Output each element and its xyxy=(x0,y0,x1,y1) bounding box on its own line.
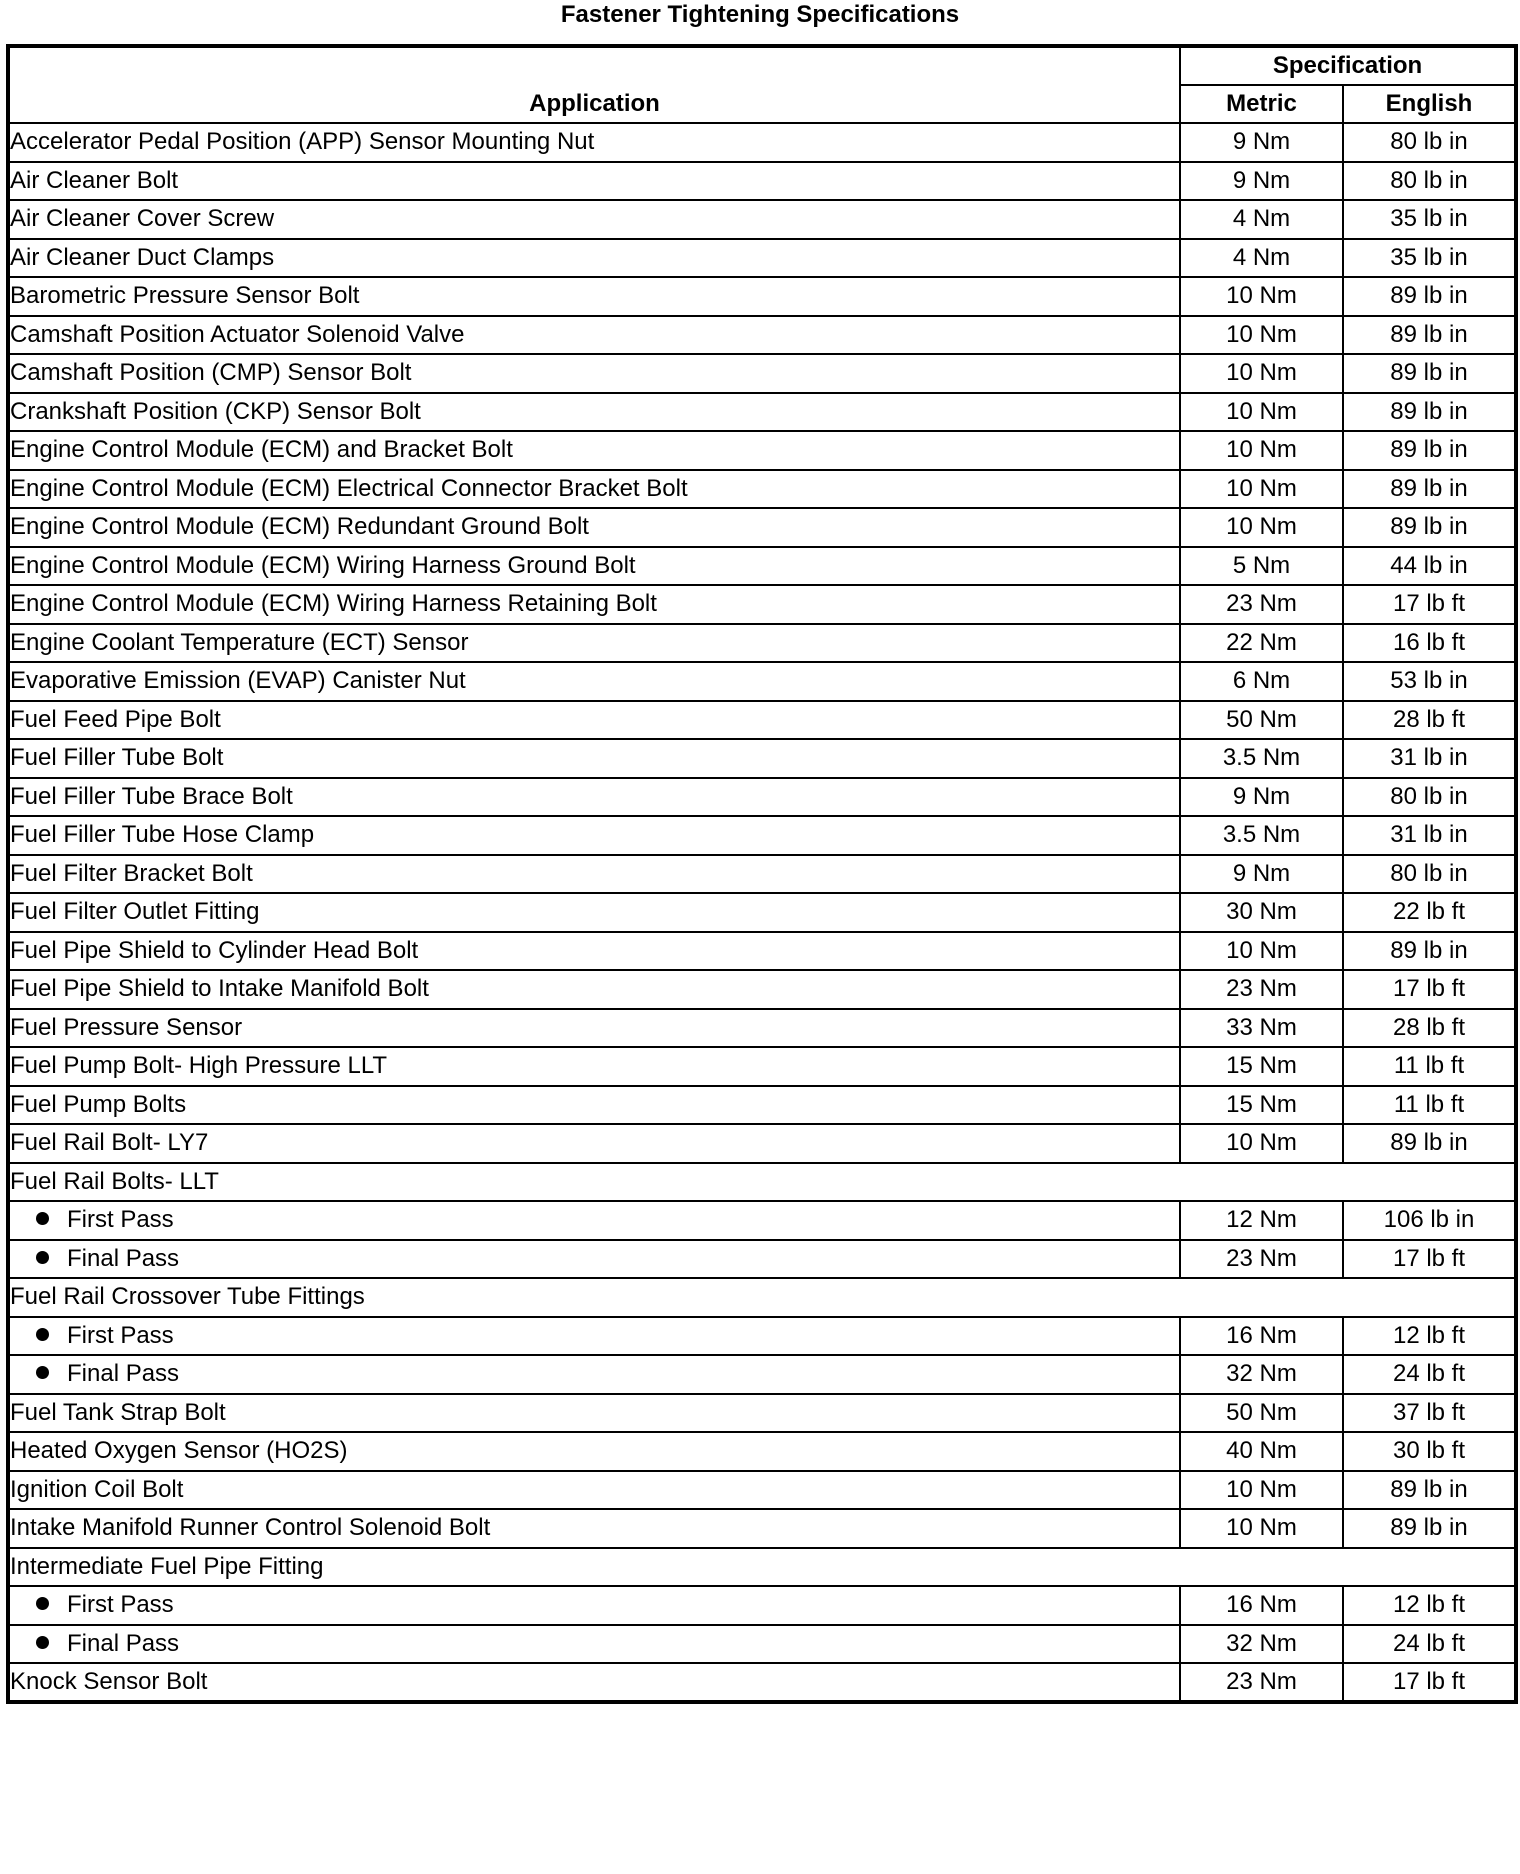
english-cell: 89 lb in xyxy=(1343,354,1516,393)
english-cell: 17 lb ft xyxy=(1343,1663,1516,1702)
english-cell: 106 lb in xyxy=(1343,1201,1516,1240)
table-row xyxy=(8,1124,1516,1163)
table-row xyxy=(8,778,1516,817)
metric-cell: 9 Nm xyxy=(1180,162,1343,201)
application-label: Fuel Pipe Shield to Cylinder Head Bolt xyxy=(10,936,419,964)
english-cell: 89 lb in xyxy=(1343,277,1516,316)
application-label: Crankshaft Position (CKP) Sensor Bolt xyxy=(10,397,421,425)
metric-cell: 32 Nm xyxy=(1180,1625,1343,1664)
metric-cell: 23 Nm xyxy=(1180,970,1343,1009)
application-label: Air Cleaner Bolt xyxy=(10,166,179,194)
application-label: Final Pass xyxy=(67,1244,180,1272)
spec-table xyxy=(6,44,1518,1704)
metric-cell: 15 Nm xyxy=(1180,1047,1343,1086)
metric-cell: 33 Nm xyxy=(1180,1009,1343,1048)
application-cell xyxy=(8,1086,1180,1125)
application-label: First Pass xyxy=(67,1206,174,1234)
application-cell xyxy=(8,970,1180,1009)
application-cell xyxy=(8,1317,1180,1356)
metric-cell: 15 Nm xyxy=(1180,1086,1343,1125)
table-row xyxy=(8,1317,1516,1356)
application-label: Fuel Pump Bolt- High Pressure LLT xyxy=(10,1052,388,1080)
application-cell xyxy=(8,393,1180,432)
bullet-icon xyxy=(36,1366,49,1379)
metric-header: Metric xyxy=(1180,85,1343,124)
metric-cell: 3.5 Nm xyxy=(1180,739,1343,778)
application-label: Engine Control Module (ECM) Wiring Harness Retaining Bolt xyxy=(10,590,657,618)
table-row xyxy=(8,624,1516,663)
application-cell xyxy=(8,1355,1180,1394)
english-cell: 80 lb in xyxy=(1343,162,1516,201)
application-cell xyxy=(8,470,1180,509)
metric-cell: 23 Nm xyxy=(1180,585,1343,624)
application-cell xyxy=(8,739,1180,778)
metric-cell: 23 Nm xyxy=(1180,1240,1343,1279)
application-cell xyxy=(8,162,1180,201)
application-cell xyxy=(8,1432,1180,1471)
metric-cell: 40 Nm xyxy=(1180,1432,1343,1471)
metric-cell: 9 Nm xyxy=(1180,123,1343,162)
application-cell xyxy=(8,1009,1180,1048)
table-row xyxy=(8,470,1516,509)
english-cell: 89 lb in xyxy=(1343,932,1516,971)
application-label: Fuel Tank Strap Bolt xyxy=(10,1398,226,1426)
table-row xyxy=(8,431,1516,470)
specification-header: Specification xyxy=(1180,46,1516,85)
application-cell xyxy=(8,1471,1180,1510)
table-row xyxy=(8,1009,1516,1048)
application-cell xyxy=(8,508,1180,547)
table-row xyxy=(8,162,1516,201)
application-cell xyxy=(8,585,1180,624)
english-cell: 89 lb in xyxy=(1343,393,1516,432)
table-row xyxy=(8,1586,1516,1625)
metric-cell: 50 Nm xyxy=(1180,701,1343,740)
english-cell: 80 lb in xyxy=(1343,778,1516,817)
english-cell: 35 lb in xyxy=(1343,239,1516,278)
metric-cell: 9 Nm xyxy=(1180,778,1343,817)
table-row xyxy=(8,1471,1516,1510)
english-cell: 89 lb in xyxy=(1343,431,1516,470)
table-row xyxy=(8,585,1516,624)
application-cell xyxy=(8,123,1180,162)
application-label: Engine Coolant Temperature (ECT) Sensor xyxy=(10,628,469,656)
metric-cell: 50 Nm xyxy=(1180,1394,1343,1433)
application-cell xyxy=(8,277,1180,316)
application-label: Accelerator Pedal Position (APP) Sensor Mounting Nut xyxy=(10,128,595,156)
application-label: Ignition Coil Bolt xyxy=(10,1475,184,1503)
english-cell: 16 lb ft xyxy=(1343,624,1516,663)
application-cell xyxy=(8,1124,1180,1163)
application-cell xyxy=(8,816,1180,855)
metric-cell: 10 Nm xyxy=(1180,277,1343,316)
metric-cell: 10 Nm xyxy=(1180,1509,1343,1548)
table-row xyxy=(8,662,1516,701)
application-label: Intake Manifold Runner Control Solenoid Bolt xyxy=(10,1514,491,1542)
application-label: Engine Control Module (ECM) Redundant Ground Bolt xyxy=(10,513,589,541)
english-cell: 89 lb in xyxy=(1343,316,1516,355)
application-cell xyxy=(8,662,1180,701)
english-cell: 44 lb in xyxy=(1343,547,1516,586)
table-row xyxy=(8,816,1516,855)
metric-cell: 9 Nm xyxy=(1180,855,1343,894)
table-row xyxy=(8,932,1516,971)
application-cell xyxy=(8,1278,1516,1317)
application-label: First Pass xyxy=(67,1321,174,1349)
table-row xyxy=(8,508,1516,547)
application-cell xyxy=(8,547,1180,586)
english-cell: 17 lb ft xyxy=(1343,585,1516,624)
table-row xyxy=(8,739,1516,778)
metric-cell: 10 Nm xyxy=(1180,1471,1343,1510)
application-label: Final Pass xyxy=(67,1629,180,1657)
metric-cell: 12 Nm xyxy=(1180,1201,1343,1240)
application-cell xyxy=(8,1047,1180,1086)
english-cell: 53 lb in xyxy=(1343,662,1516,701)
english-cell: 11 lb ft xyxy=(1343,1086,1516,1125)
english-cell: 31 lb in xyxy=(1343,739,1516,778)
english-cell: 89 lb in xyxy=(1343,508,1516,547)
application-cell xyxy=(8,1586,1180,1625)
application-label: Fuel Filler Tube Brace Bolt xyxy=(10,782,293,810)
metric-cell: 4 Nm xyxy=(1180,239,1343,278)
table-row xyxy=(8,970,1516,1009)
application-cell xyxy=(8,1509,1180,1548)
table-row xyxy=(8,316,1516,355)
application-cell xyxy=(8,1240,1180,1279)
english-cell: 17 lb ft xyxy=(1343,1240,1516,1279)
application-cell xyxy=(8,239,1180,278)
application-label: Fuel Pressure Sensor xyxy=(10,1013,243,1041)
application-cell xyxy=(8,316,1180,355)
application-label: Fuel Rail Crossover Tube Fittings xyxy=(10,1283,365,1311)
table-row xyxy=(8,123,1516,162)
application-label: Evaporative Emission (EVAP) Canister Nut xyxy=(10,667,466,695)
metric-cell: 10 Nm xyxy=(1180,508,1343,547)
table-row xyxy=(8,1047,1516,1086)
application-cell xyxy=(8,200,1180,239)
table-row xyxy=(8,1355,1516,1394)
application-label: Final Pass xyxy=(67,1360,180,1388)
english-header: English xyxy=(1343,85,1516,124)
application-label: Heated Oxygen Sensor (HO2S) xyxy=(10,1437,348,1465)
english-cell: 28 lb ft xyxy=(1343,1009,1516,1048)
application-label: Fuel Pipe Shield to Intake Manifold Bolt xyxy=(10,975,429,1003)
table-row xyxy=(8,200,1516,239)
application-label: Knock Sensor Bolt xyxy=(10,1667,208,1695)
application-label: Camshaft Position Actuator Solenoid Valve xyxy=(10,320,465,348)
metric-cell: 5 Nm xyxy=(1180,547,1343,586)
application-cell xyxy=(8,1163,1516,1202)
metric-cell: 4 Nm xyxy=(1180,200,1343,239)
application-cell xyxy=(8,778,1180,817)
table-row xyxy=(8,393,1516,432)
application-label: Fuel Pump Bolts xyxy=(10,1090,187,1118)
page-title: Fastener Tightening Specifications xyxy=(560,1,960,28)
bullet-icon xyxy=(36,1636,49,1649)
metric-cell: 22 Nm xyxy=(1180,624,1343,663)
metric-cell: 23 Nm xyxy=(1180,1663,1343,1702)
english-cell: 24 lb ft xyxy=(1343,1625,1516,1664)
english-cell: 89 lb in xyxy=(1343,1124,1516,1163)
application-cell xyxy=(8,932,1180,971)
application-cell xyxy=(8,1394,1180,1433)
metric-cell: 10 Nm xyxy=(1180,354,1343,393)
bullet-icon xyxy=(36,1212,49,1225)
metric-cell: 10 Nm xyxy=(1180,932,1343,971)
application-cell xyxy=(8,1663,1180,1702)
english-cell: 30 lb ft xyxy=(1343,1432,1516,1471)
table-row xyxy=(8,1663,1516,1702)
application-cell xyxy=(8,855,1180,894)
metric-cell: 32 Nm xyxy=(1180,1355,1343,1394)
application-label: Fuel Filler Tube Hose Clamp xyxy=(10,821,315,849)
metric-cell: 16 Nm xyxy=(1180,1317,1343,1356)
application-cell xyxy=(8,1625,1180,1664)
english-cell: 22 lb ft xyxy=(1343,893,1516,932)
english-cell: 17 lb ft xyxy=(1343,970,1516,1009)
metric-cell: 10 Nm xyxy=(1180,431,1343,470)
metric-cell: 10 Nm xyxy=(1180,1124,1343,1163)
table-body xyxy=(8,123,1516,1702)
application-label: Fuel Rail Bolts- LLT xyxy=(10,1167,219,1195)
table-row xyxy=(8,239,1516,278)
bullet-icon xyxy=(36,1328,49,1341)
application-label: Barometric Pressure Sensor Bolt xyxy=(10,282,360,310)
table-row xyxy=(8,1509,1516,1548)
application-cell xyxy=(8,354,1180,393)
metric-cell: 10 Nm xyxy=(1180,316,1343,355)
english-cell: 37 lb ft xyxy=(1343,1394,1516,1433)
metric-cell: 6 Nm xyxy=(1180,662,1343,701)
english-cell: 80 lb in xyxy=(1343,855,1516,894)
bullet-icon xyxy=(36,1251,49,1264)
application-label: Engine Control Module (ECM) Wiring Harness Ground Bolt xyxy=(10,551,636,579)
table-row xyxy=(8,1240,1516,1279)
table-row xyxy=(8,1201,1516,1240)
table-row xyxy=(8,354,1516,393)
table-row xyxy=(8,547,1516,586)
application-label: Air Cleaner Duct Clamps xyxy=(10,243,275,271)
application-cell xyxy=(8,701,1180,740)
application-cell xyxy=(8,431,1180,470)
table-header xyxy=(8,46,1516,123)
application-label: Fuel Filter Outlet Fitting xyxy=(10,898,260,926)
application-label: Camshaft Position (CMP) Sensor Bolt xyxy=(10,359,412,387)
table-group-row xyxy=(8,1278,1516,1317)
metric-cell: 10 Nm xyxy=(1180,393,1343,432)
table-row xyxy=(8,855,1516,894)
english-cell: 89 lb in xyxy=(1343,470,1516,509)
application-label: Fuel Filler Tube Bolt xyxy=(10,744,224,772)
application-label: Engine Control Module (ECM) and Bracket Bolt xyxy=(10,436,513,464)
english-cell: 31 lb in xyxy=(1343,816,1516,855)
table-row xyxy=(8,701,1516,740)
english-cell: 12 lb ft xyxy=(1343,1317,1516,1356)
application-label: Fuel Feed Pipe Bolt xyxy=(10,705,221,733)
table-row xyxy=(8,1394,1516,1433)
application-cell xyxy=(8,893,1180,932)
application-label: Fuel Filter Bracket Bolt xyxy=(10,859,253,887)
english-cell: 89 lb in xyxy=(1343,1509,1516,1548)
table-row xyxy=(8,1432,1516,1471)
application-header: Application xyxy=(8,46,1180,123)
english-cell: 35 lb in xyxy=(1343,200,1516,239)
english-cell: 28 lb ft xyxy=(1343,701,1516,740)
english-cell: 80 lb in xyxy=(1343,123,1516,162)
english-cell: 12 lb ft xyxy=(1343,1586,1516,1625)
english-cell: 11 lb ft xyxy=(1343,1047,1516,1086)
metric-cell: 3.5 Nm xyxy=(1180,816,1343,855)
application-cell xyxy=(8,1201,1180,1240)
application-cell xyxy=(8,624,1180,663)
application-label: Fuel Rail Bolt- LY7 xyxy=(10,1129,209,1157)
table-row xyxy=(8,1086,1516,1125)
application-label: Intermediate Fuel Pipe Fitting xyxy=(10,1552,324,1580)
table-group-row xyxy=(8,1548,1516,1587)
application-label: Engine Control Module (ECM) Electrical Connector Bracket Bolt xyxy=(10,474,688,502)
metric-cell: 16 Nm xyxy=(1180,1586,1343,1625)
application-cell xyxy=(8,1548,1516,1587)
metric-cell: 30 Nm xyxy=(1180,893,1343,932)
english-cell: 24 lb ft xyxy=(1343,1355,1516,1394)
application-label: First Pass xyxy=(67,1591,174,1619)
table-row xyxy=(8,893,1516,932)
application-label: Air Cleaner Cover Screw xyxy=(10,205,275,233)
table-group-row xyxy=(8,1163,1516,1202)
table-row xyxy=(8,277,1516,316)
metric-cell: 10 Nm xyxy=(1180,470,1343,509)
bullet-icon xyxy=(36,1597,49,1610)
english-cell: 89 lb in xyxy=(1343,1471,1516,1510)
table-row xyxy=(8,1625,1516,1664)
